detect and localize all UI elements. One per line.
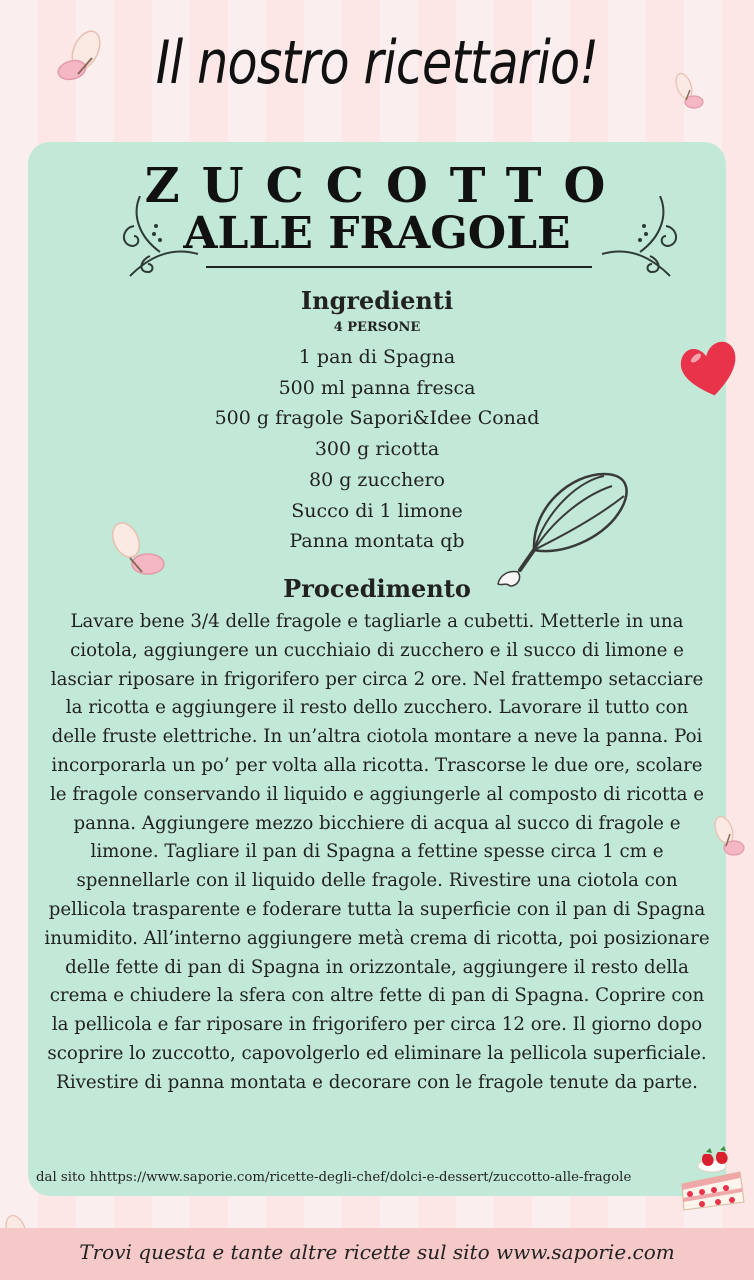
ingredients-heading: Ingredienti: [300, 286, 454, 315]
recipe-subtitle: ALLE FRAGOLE: [183, 208, 571, 259]
procedure-text: Lavare bene 3/4 delle fragole e tagliarle a cubetti. Metterle in una ciotola, aggiungere un cucchiaio di zucchero e il succo di limone e lasciar riposare in frigorifero per circa 2 ore. Nel frattempo setacciare la ricotta e aggiungere il resto dello zucchero. Lavorare il tutto con delle fruste elettriche. In un’altra ciotola montare a neve la panna. Poi incorporarla un po’ per volta alla ricotta. Trascorse le due ore, scolare le fragole conservando il liquido e aggiungerle al composto di ricotta e panna. Aggiungere mezzo bicchiere di acqua al succo di fragole e limone. Tagliare il pan di Spagna a fettine spesse circa 1 cm e spennellarle con il liquido delle fragole. Rivestire una ciotola con pellicola trasparente e foderare tutta la superficie con il pan di Spagna inumidito. All’interno aggiungere metà crema di ricotta, poi posizionare delle fette di pan di Spagna in orizzontale, aggiungere il resto della crema e chiudere la sfera con altre fette di pan di Spagna. Coprire con la pellicola e far riposare in frigorifero per circa 12 ore. Il giorno dopo scoprire lo zuccotto, capovolgerlo ed eliminare la pellicola superficiale. Rivestire di panna montata e decorare con le fragole tenute da parte.: [44, 611, 710, 1093]
servings-label: 4 PERSONE: [333, 320, 421, 335]
butterfly-icon: [668, 70, 708, 114]
source-link: dal sito hhttps://www.saporie.com/ricette-degli-chef/dolci-e-dessert/zuccotto-alle-fragole: [36, 1170, 632, 1185]
title-underline: [206, 266, 592, 268]
ingredient-item: Panna montata qb: [289, 530, 465, 553]
cake-slice-icon: [676, 1144, 750, 1214]
ingredient-item: 500 ml panna fresca: [278, 376, 476, 399]
butterfly-icon: [706, 814, 750, 860]
footer-text: Trovi questa e tante altre ricette sul sito www.saporie.com: [79, 1240, 675, 1264]
butterfly-icon: [104, 520, 170, 582]
ingredient-item: Succo di 1 limone: [291, 499, 463, 522]
butterfly-icon: [50, 28, 112, 90]
ingredient-item: 80 g zucchero: [309, 468, 445, 491]
ingredient-item: 1 pan di Spagna: [298, 346, 456, 368]
ingredient-item: 300 g ricotta: [314, 438, 440, 461]
ingredient-item: 500 g fragole Sapori&Idee Conad: [214, 407, 540, 430]
recipe-title: ZUCCOTTO: [144, 158, 628, 214]
heart-icon: [676, 336, 742, 402]
page-title: Il nostro ricettario!: [155, 28, 599, 98]
procedure-heading: Procedimento: [283, 574, 471, 603]
